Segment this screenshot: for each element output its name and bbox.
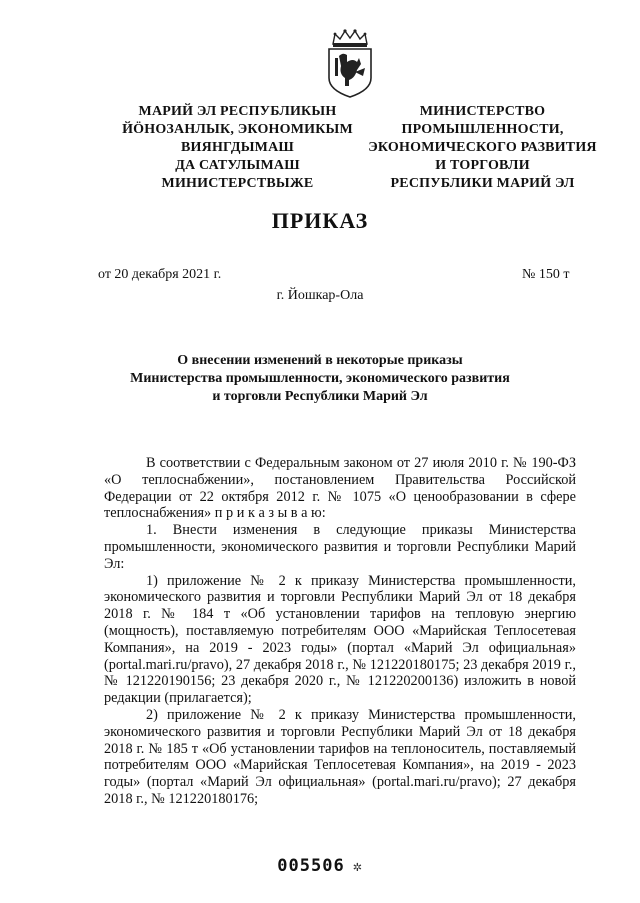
header-right-line: ПРОМЫШЛЕННОСТИ, (401, 122, 564, 137)
body-paragraph: 2) приложение № 2 к приказу Министерства промышленности, экономического развития и торговли Республики Марий Эл от 18 декабря 2018 г. № 185 т «Об установлении тарифов на теплоноситель, поставляемый потребителям ООО «Марийская Теплосетевая Компания», на 2019 - 2023 годы» (портал «Марий Эл официальная» (portal.mari.ru/pravo); 27 декабря 2018 г., № 121220180176; (104, 706, 576, 807)
header-right-line: ЭКОНОМИЧЕСКОГО РАЗВИТИЯ (368, 140, 597, 155)
document-body (104, 455, 576, 808)
coat-of-arms-icon (325, 28, 375, 98)
ministry-name-russian (360, 103, 605, 193)
body-paragraph: В соответствии с Федеральным законом от 27 июля 2010 г. № 190-ФЗ «О теплоснабжении», постановлением Правительства Российской Федерации от 22 октября 2012 г. № 1075 «О ценообразовании в сфере теплоснабжения» п р и к а з ы в а ю: (104, 455, 576, 522)
ministry-name-mari (110, 103, 365, 193)
body-paragraph: 1. Внести изменения в следующие приказы Министерства промышленности, экономического развития и торговли Республики Марий Эл: (104, 522, 576, 572)
document-title: ПРИКАЗ (271, 208, 369, 233)
header-left-line: ЙӦНОЗАНЛЫК, ЭКОНОМИКЫМ (122, 122, 353, 137)
body-paragraph: 1) приложение № 2 к приказу Министерства промышленности, экономического развития и торговли Республики Марий Эл от 18 декабря 2018 г. № 184 т «Об установлении тарифов на тепловую энергию (мощность), поставляемую потребителям ООО «Марийская Теплосетевая Компания», на 2019 - 2023 годы» (портал «Марий Эл официальная» (portal.mari.ru/pravo), 27 декабря 2018 г., № 121220180175; 23 декабря 2019 г., № 121220190156; 23 декабря 2020 г., № 121220200136) изложить в новой редакции (прилагается); (104, 572, 576, 707)
header-left-line: МАРИЙ ЭЛ РЕСПУБЛИКЫН (138, 104, 337, 119)
header-right-line: И ТОРГОВЛИ (435, 158, 530, 173)
document-date: от 20 декабря 2021 г. (98, 267, 222, 282)
header-right-line: РЕСПУБЛИКИ МАРИЙ ЭЛ (390, 176, 575, 191)
stamp-number: 005506 (277, 856, 345, 876)
header-left-line: МИНИСТЕРСТВЫЖЕ (161, 176, 314, 191)
subject-line: Министерства промышленности, экономического развития (130, 371, 510, 386)
header-right-line: МИНИСТЕРСТВО (419, 104, 546, 119)
header-left-line: ДА САТУЛЫМАШ (175, 158, 300, 173)
document-city: г. Йошкар-Ола (276, 288, 364, 303)
subject-line: О внесении изменений в некоторые приказы (177, 353, 463, 368)
header-left-line: ВИЯНГДЫМАШ (181, 140, 294, 155)
stamp-asterisk-icon: ✲ (352, 857, 363, 875)
document-subject (120, 352, 520, 406)
subject-line: и торговли Республики Марий Эл (212, 389, 428, 404)
document-number: № 150 т (522, 267, 570, 282)
serial-stamp (0, 856, 640, 876)
